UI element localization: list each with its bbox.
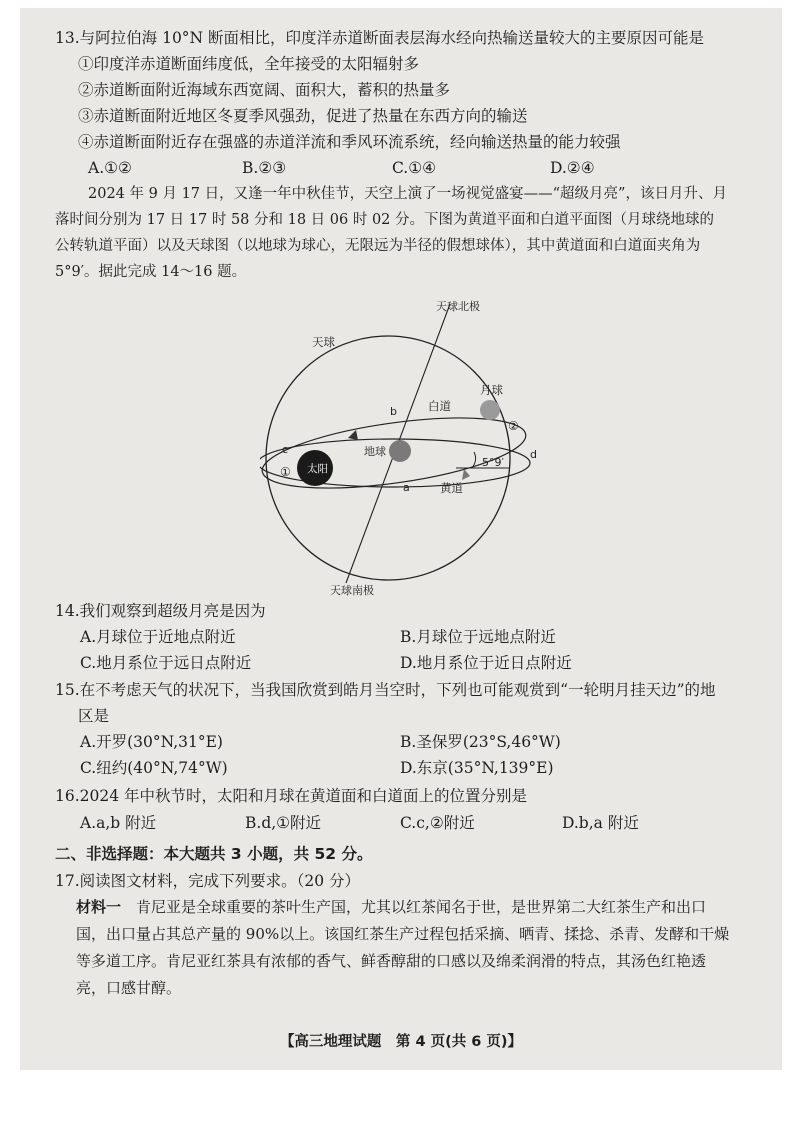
q17-material-text-1: 肯尼亚是全球重要的茶叶生产国，尤其以红茶闻名于世，是世界第二大红茶生产和出口 xyxy=(136,898,707,916)
orbit-arrow-upper xyxy=(348,430,358,440)
q14-option-d: D.地月系位于近日点附近 xyxy=(400,654,572,672)
q13-option-b: B.②③ xyxy=(242,159,287,177)
q16-stem: 16.2024 年中秋节时，太阳和月球在黄道面和白道面上的位置分别是 xyxy=(55,787,528,805)
moon-circle xyxy=(480,400,500,420)
q13-item-4: ④赤道断面附近存在强盛的赤道洋流和季风环流系统，经向输送热量的能力较强 xyxy=(78,133,621,151)
q13-option-d: D.②④ xyxy=(550,159,595,177)
label-north-pole: 天球北极 xyxy=(436,300,480,313)
q13-item-3: ③赤道断面附近地区冬夏季风强劲，促进了热量在东西方向的输送 xyxy=(78,107,528,125)
label-angle: 5°9′ xyxy=(482,456,504,469)
q14-option-a: A.月球位于近地点附近 xyxy=(80,628,236,646)
q16-option-d: D.b,a 附近 xyxy=(562,814,639,832)
q13-item-2: ②赤道断面附近海域东西宽阔、面积大，蓄积的热量多 xyxy=(78,81,451,99)
q13-option-a: A.①② xyxy=(88,159,132,177)
q13-stem: 13.与阿拉伯海 10°N 断面相比，印度洋赤道断面表层海水经向热输送量较大的主要原因可能是 xyxy=(55,29,705,47)
label-c: c xyxy=(282,443,289,456)
q13-item-1: ①印度洋赤道断面纬度低，全年接受的太阳辐射多 xyxy=(78,55,420,73)
page-footer: 【高三地理试题 第 4 页(共 6 页)】 xyxy=(279,1034,523,1050)
q16-option-a: A.a,b 附近 xyxy=(80,814,157,832)
q15-stem: 15.在不考虑天气的状况下，当我国欣赏到皓月当空时，下列也可能观赏到“一轮明月挂天边”的地 xyxy=(55,681,716,699)
exam-page xyxy=(20,8,782,1070)
q16-option-b: B.d,①附近 xyxy=(245,814,322,832)
label-earth: 地球 xyxy=(364,445,386,458)
label-b: b xyxy=(390,405,397,418)
earth-circle xyxy=(389,440,411,462)
q17-stem: 17.阅读图文材料，完成下列要求。（20 分） xyxy=(55,872,361,890)
label-moon-orbit: 白道 xyxy=(428,399,451,413)
passage-line-4: 5°9′。据此完成 14～16 题。 xyxy=(55,264,247,280)
passage-line-2: 落时间分别为 17 日 17 时 58 分和 18 日 06 时 02 分。下图为黄道平面和白道平面图（月球绕地球的 xyxy=(55,212,715,228)
q16-option-c: C.c,②附近 xyxy=(400,814,475,832)
label-sun: 太阳 xyxy=(307,463,328,475)
section-2-heading: 二、非选择题：本大题共 3 小题，共 52 分。 xyxy=(55,845,373,863)
q15-option-a: A.开罗(30°N,31°E) xyxy=(80,733,223,751)
label-point-2: ② xyxy=(508,419,519,433)
q14-stem: 14.我们观察到超级月亮是因为 xyxy=(55,602,266,620)
q13-option-c: C.①④ xyxy=(392,159,437,177)
label-d: d xyxy=(530,448,537,461)
passage-line-1: 2024 年 9 月 17 日，又逢一年中秋佳节，天空上演了一场视觉盛宴——“超级月亮”，该日月升、月 xyxy=(88,186,727,202)
q15-option-b: B.圣保罗(23°S,46°W) xyxy=(400,733,561,751)
q17-material-line-2: 国，出口量占其总产量的 90%以上。该国红茶生产过程包括采摘、晒青、揉捻、杀青、发酵和干燥 xyxy=(76,925,730,943)
label-celestial-sphere: 天球 xyxy=(312,335,335,349)
label-south-pole: 天球南极 xyxy=(330,584,374,597)
q17-material-line-3: 等多道工序。肯尼亚红茶具有浓郁的香气、鲜香醇甜的口感以及绵柔润滑的特点，其汤色红艳透 xyxy=(76,952,707,970)
q14-option-b: B.月球位于远地点附近 xyxy=(400,628,556,646)
q15-option-d: D.东京(35°N,139°E) xyxy=(400,759,554,777)
label-ecliptic: 黄道 xyxy=(440,481,463,495)
q15-option-c: C.纽约(40°N,74°W) xyxy=(80,759,228,777)
material-label: 材料一 xyxy=(76,898,122,916)
orbit-arrow-lower xyxy=(462,469,470,480)
q17-material-line-4: 亮，口感甘醇。 xyxy=(76,979,182,997)
q15-stem-2: 区是 xyxy=(78,707,110,725)
q17-material-line-1 xyxy=(76,897,706,917)
passage-line-3: 公转轨道平面）以及天球图（以地球为球心，无限远为半径的假想球体），其中黄道面和白道面夹角为 xyxy=(55,238,701,254)
q14-option-c: C.地月系位于远日点附近 xyxy=(80,654,252,672)
label-a: a xyxy=(403,481,410,494)
label-moon: 月球 xyxy=(480,383,503,397)
celestial-sphere-diagram xyxy=(260,298,550,608)
label-point-1: ① xyxy=(280,465,291,479)
